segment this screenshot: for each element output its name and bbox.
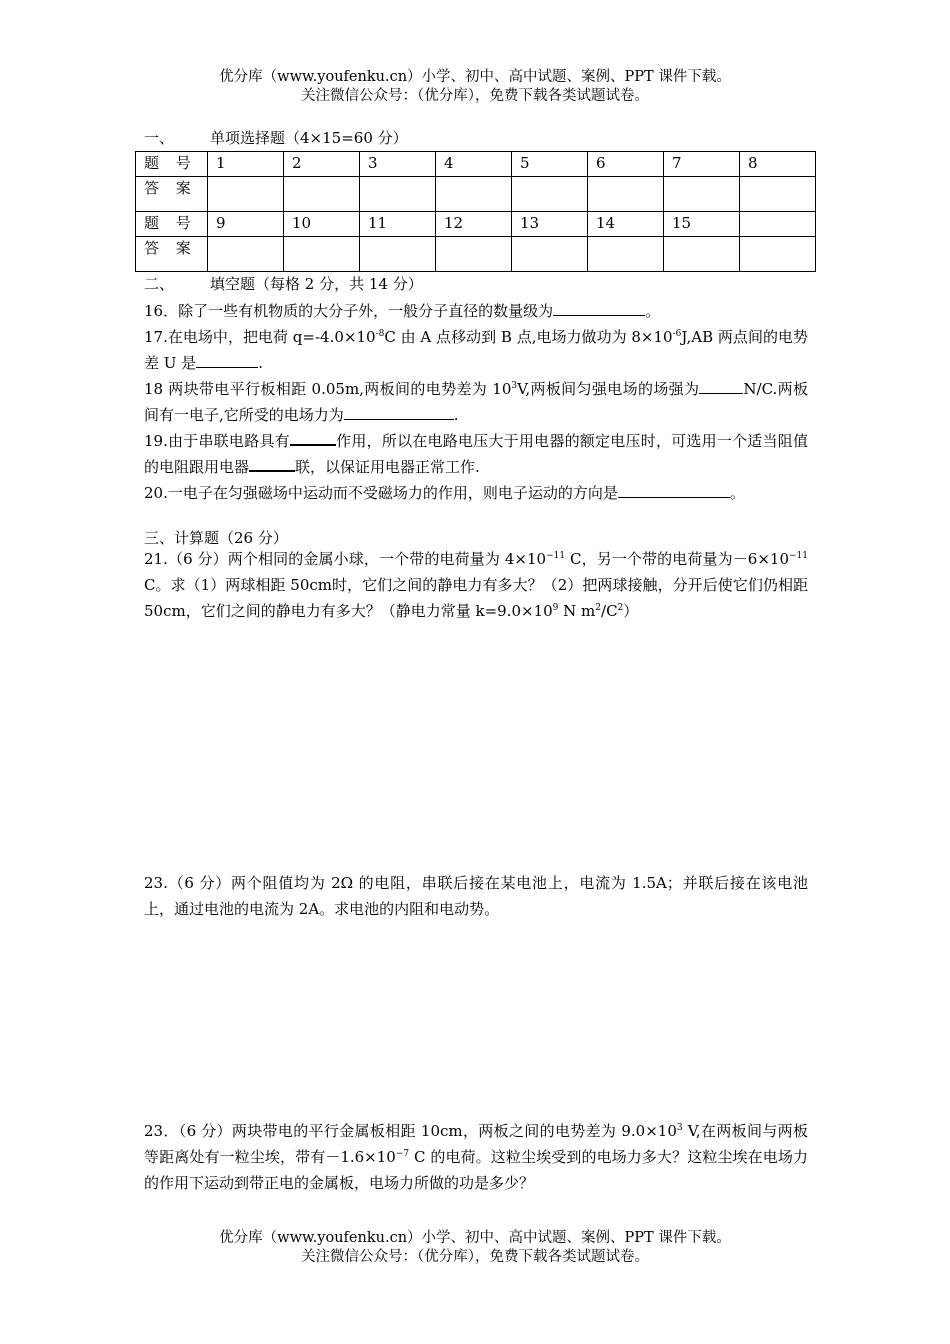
q21-exp-5: 2 xyxy=(617,603,624,613)
cell-label-number: 题 号 xyxy=(136,212,208,237)
q16-blank[interactable] xyxy=(553,299,645,316)
section-3-heading xyxy=(144,528,288,548)
cell-q1: 1 xyxy=(208,152,284,177)
q17-exp-1: -8 xyxy=(375,329,385,339)
table-row-numbers-1 xyxy=(136,152,816,177)
q18-blank-2[interactable] xyxy=(344,403,454,420)
q22-text: 23.（6 分）两个阻值均为 2Ω 的电阻，串联后接在某电池上，电流为 1.5A；并联后接在该电池上，通过电池的电流为 2A。求电池的内阻和电动势。 xyxy=(144,874,808,918)
q17-end: . xyxy=(258,354,263,372)
cell-q10: 10 xyxy=(284,212,360,237)
q17-text-a: 17.在电场中，把电荷 q=-4.0×10 xyxy=(144,328,376,346)
question-23 xyxy=(144,1118,808,1196)
q18-blank-1[interactable] xyxy=(699,377,743,394)
table-row-answers-2 xyxy=(136,237,816,272)
q23-text-c: C 的电荷。这粒尘埃受到的电场力多大？这粒尘埃在电场力的作用下运动到带正电的金属板，电场力所做的功是多少？ xyxy=(144,1148,808,1192)
q18-text-a: 18 两块带电平行板相距 0.05m,两板间的电势差为 10 xyxy=(144,380,512,398)
cell-q5: 5 xyxy=(512,152,588,177)
q17-text-c: J,AB 两点间的电势差 U 是 xyxy=(144,328,809,372)
answer-cell[interactable] xyxy=(588,177,664,212)
q21-exp-2: −11 xyxy=(789,551,808,561)
question-18 xyxy=(144,376,808,428)
q21-text-c: C。求（1）两球相距 50cm时，它们之间的静电力有多大？（2）把两球接触，分开后使它们仍相距 50cm，它们之间的静电力有多大？（静电力常量 k=9.0×10 xyxy=(144,576,808,620)
footer-line-2: 关注微信公众号：（优分库），免费下载各类试题试卷。 xyxy=(301,1249,649,1265)
answer-cell[interactable] xyxy=(664,237,740,272)
cell-q11: 11 xyxy=(360,212,436,237)
q18-end: . xyxy=(453,406,459,424)
section-2-heading xyxy=(144,274,423,294)
section-1-heading xyxy=(144,128,408,148)
cell-q7: 7 xyxy=(664,152,740,177)
cell-q13: 13 xyxy=(512,212,588,237)
cell-q3: 3 xyxy=(360,152,436,177)
table-row-answers-1 xyxy=(136,177,816,212)
q18-text-c: N/C.两板间有一电子,它所受的电场力为 xyxy=(144,380,809,424)
q21-text-b: C，另一个带的电荷量为－6×10 xyxy=(565,550,789,568)
cell-q15: 15 xyxy=(664,212,740,237)
q21-text-a: 21.（6 分）两个相同的金属小球，一个带的电荷量为 4×10 xyxy=(144,550,547,568)
answer-cell[interactable] xyxy=(664,177,740,212)
q19-blank-2[interactable] xyxy=(249,454,295,472)
answer-table xyxy=(135,151,816,272)
q17-blank[interactable] xyxy=(196,351,258,368)
page-header xyxy=(0,68,950,106)
q16-text: 16．除了一些有机物质的大分子外，一般分子直径的数量级为 xyxy=(144,302,554,320)
q23-text-a: 23．（6 分）两块带电的平行金属板相距 10cm，两板之间的电势差为 9.0×10 xyxy=(144,1122,677,1140)
q23-exp-2: −7 xyxy=(395,1149,410,1159)
cell-q6: 6 xyxy=(588,152,664,177)
q19-blank-1[interactable] xyxy=(290,428,336,446)
header-line-2: 关注微信公众号：（优分库），免费下载各类试题试卷。 xyxy=(301,88,649,104)
answer-cell[interactable] xyxy=(436,177,512,212)
section-2-title: 填空题（每格 2 分，共 14 分） xyxy=(210,275,423,293)
q21-text-d: N m xyxy=(558,602,596,620)
cell-label-answer: 答 案 xyxy=(136,177,208,212)
answer-cell[interactable] xyxy=(284,177,360,212)
q17-exp-2: -6 xyxy=(672,329,682,339)
q16-end: 。 xyxy=(645,302,661,320)
answer-cell xyxy=(740,237,816,272)
cell-q9: 9 xyxy=(208,212,284,237)
q17-text-b: C 由 A 点移动到 B 点,电场力做功为 8×10 xyxy=(384,328,673,346)
q18-exp: 3 xyxy=(511,381,518,391)
cell-label-number: 题 号 xyxy=(136,152,208,177)
q23-text-b: V,在两板间与两板等距离处有一粒尘埃，带有－1.6×10 xyxy=(144,1122,808,1166)
q20-text: 20.一电子在匀强磁场中运动而不受磁场力的作用，则电子运动的方向是 xyxy=(144,484,618,502)
q21-text-f: ） xyxy=(623,602,639,620)
cell-q14: 14 xyxy=(588,212,664,237)
section-1-title: 单项选择题（4×15=60 分） xyxy=(210,129,408,147)
q19-text-a: 19.由于串联电路具有 xyxy=(144,432,290,450)
question-20 xyxy=(144,480,808,506)
cell-q8: 8 xyxy=(740,152,816,177)
section-1-number: 一、 xyxy=(144,129,175,147)
answer-cell[interactable] xyxy=(284,237,360,272)
answer-cell[interactable] xyxy=(360,237,436,272)
answer-cell[interactable] xyxy=(740,177,816,212)
footer-line-1: 优分库（www.youfenku.cn）小学、初中、高中试题、案例、PPT 课件下载。 xyxy=(219,1230,731,1246)
q20-end: 。 xyxy=(729,484,745,502)
header-line-1: 优分库（www.youfenku.cn）小学、初中、高中试题、案例、PPT 课件下载。 xyxy=(219,69,731,85)
answer-cell[interactable] xyxy=(512,237,588,272)
page-footer xyxy=(0,1229,950,1267)
section-2-number: 二、 xyxy=(144,275,175,293)
answer-cell[interactable] xyxy=(360,177,436,212)
q21-text-e: /C xyxy=(601,602,618,620)
q21-exp-4: 2 xyxy=(595,603,602,613)
q19-text-c: 联，以保证用电器正常工作. xyxy=(295,458,480,476)
table-row-numbers-2 xyxy=(136,212,816,237)
q18-text-b: V,两板间匀强电场的场强为 xyxy=(517,380,700,398)
cell-q2: 2 xyxy=(284,152,360,177)
answer-cell[interactable] xyxy=(208,177,284,212)
q21-exp-1: −11 xyxy=(546,551,566,561)
cell-q4: 4 xyxy=(436,152,512,177)
question-21 xyxy=(144,546,808,624)
question-17 xyxy=(144,324,808,376)
answer-cell[interactable] xyxy=(512,177,588,212)
cell-q12: 12 xyxy=(436,212,512,237)
answer-cell[interactable] xyxy=(588,237,664,272)
cell-empty xyxy=(740,212,816,237)
q21-exp-3: 9 xyxy=(552,603,559,613)
q23-exp-1: 3 xyxy=(676,1123,683,1133)
q20-blank[interactable] xyxy=(618,481,730,498)
cell-label-answer: 答 案 xyxy=(136,237,208,272)
section-3-title: 三、计算题（26 分） xyxy=(144,529,288,547)
answer-cell[interactable] xyxy=(208,237,284,272)
question-22 xyxy=(144,870,808,922)
answer-cell[interactable] xyxy=(436,237,512,272)
question-16 xyxy=(144,298,808,324)
q19-text-b: 作用，所以在电路电压大于用电器的额定电压时，可选用一个适当阻值的电阻跟用电器 xyxy=(144,432,808,476)
question-19 xyxy=(144,428,808,480)
